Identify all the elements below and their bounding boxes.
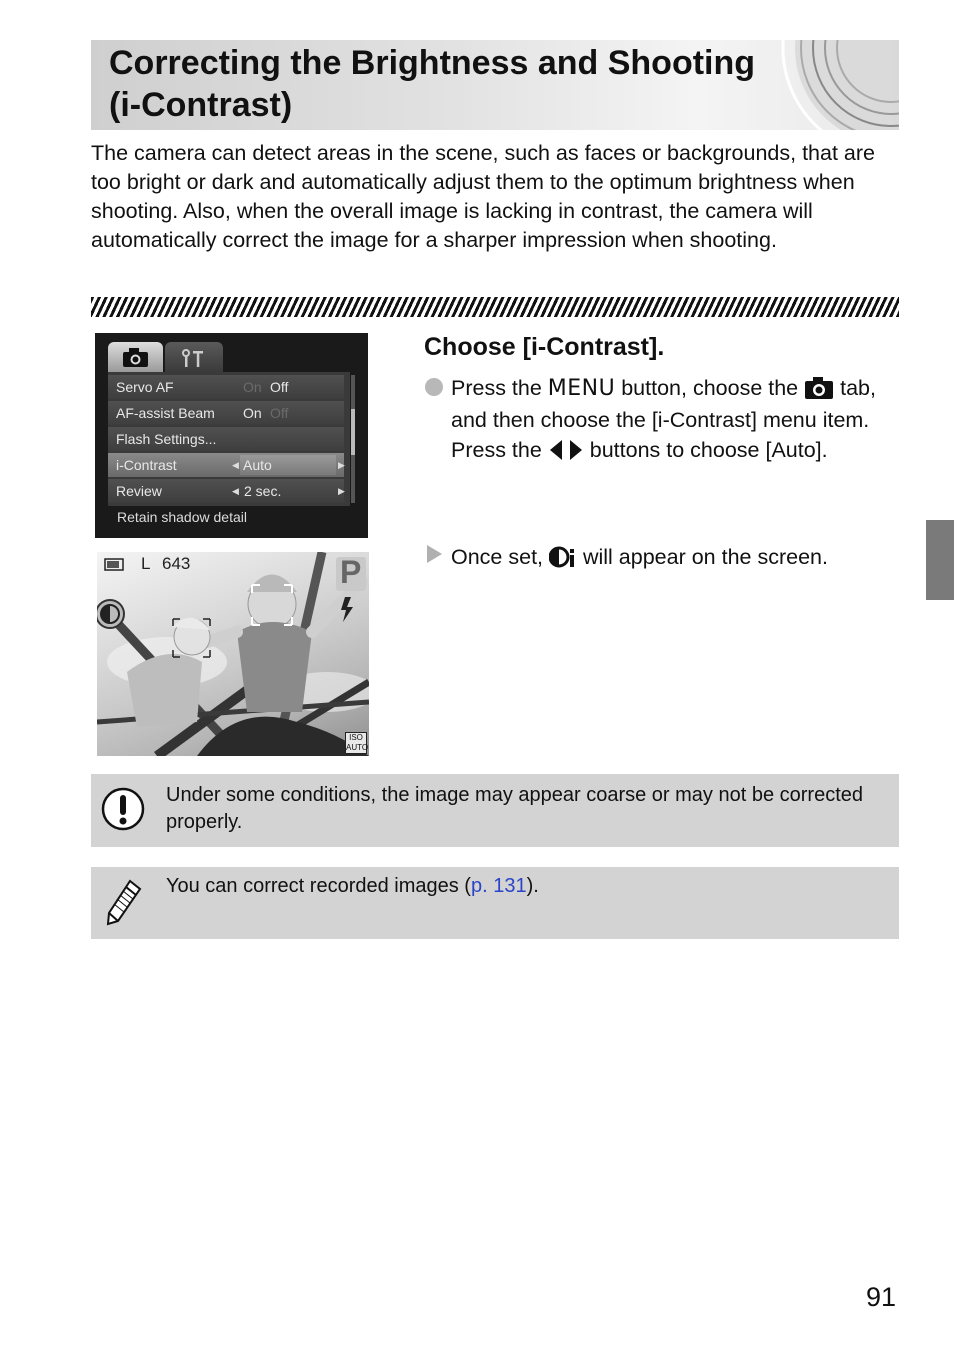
i-contrast-value: Auto — [240, 455, 336, 475]
title-bar — [91, 40, 899, 130]
memo-box — [91, 867, 899, 939]
menu-row-flash-settings: Flash Settings... — [108, 427, 344, 451]
children-photo-illustration — [97, 552, 369, 756]
menu-row-review: Review ◀ 2 sec. ▶ — [108, 479, 344, 503]
menu-row-af-assist: AF-assist Beam On Off — [108, 401, 344, 425]
memo-text: You can correct recorded images (p. 131). — [166, 875, 539, 897]
quality-indicator: L — [141, 554, 151, 573]
right-arrow-icon: ▶ — [338, 460, 345, 470]
menu-help-text: Retain shadow detail — [117, 509, 247, 525]
caution-text: Under some conditions, the image may appear coarse or may not be corrected properly. — [166, 784, 864, 833]
page-title — [109, 42, 899, 126]
caution-icon — [100, 786, 146, 832]
page-reference-link[interactable]: p. 131 — [470, 875, 527, 897]
menu-row-i-contrast: i-Contrast ◀ Auto ▶ — [108, 453, 344, 477]
setup-tab — [165, 342, 223, 372]
shooting-tab — [108, 342, 163, 372]
left-arrow-icon: ◀ — [232, 460, 239, 470]
right-arrow-icon: ▶ — [338, 486, 345, 496]
menu-row-servo-af: Servo AF On Off — [108, 375, 344, 399]
shots-remaining: 643 — [162, 554, 191, 573]
menu-list — [108, 372, 350, 506]
left-right-arrows-icon — [548, 439, 584, 461]
mode-indicator: P — [340, 554, 362, 590]
menu-scroll-thumb — [351, 409, 355, 455]
bullet-icon — [425, 378, 443, 396]
step-heading: Choose [i-Contrast]. — [424, 333, 665, 361]
left-arrow-icon: ◀ — [232, 486, 239, 496]
camera-icon — [108, 342, 163, 372]
chapter-tab — [926, 520, 954, 600]
title-line-1: Correcting the Brightness and Shooting — [109, 44, 756, 82]
wrench-icon — [165, 342, 223, 372]
iso-auto-icon: ISO AUTO — [346, 733, 369, 752]
step-instructions: Press the MENU button, choose the tab, and then choose the [i-Contrast] menu item. Press the buttons to choose [Auto]. — [451, 376, 876, 462]
page-number: 91 — [866, 1282, 897, 1312]
title-line-2: (i-Contrast) — [109, 86, 293, 124]
result-arrow-icon — [427, 545, 442, 563]
intro-paragraph: The camera can detect areas in the scene, such as faces or backgrounds, that are too bright or dark and automatically adjust them to the optimum brightness when shooting. Also, when the overall image is lacking in contrast, the camera will automatically correct the image for a sharper impression when shooting. — [91, 141, 875, 252]
pencil-icon — [104, 877, 144, 927]
step-result: Once set, will appear on the screen. — [451, 545, 828, 569]
camera-menu-screen — [95, 333, 368, 538]
shooting-screen-photo — [97, 552, 369, 756]
caution-box — [91, 774, 899, 847]
i-contrast-icon — [549, 546, 577, 568]
menu-button-label: MENU — [547, 376, 616, 401]
section-divider — [91, 297, 899, 317]
camera-icon — [804, 377, 834, 399]
